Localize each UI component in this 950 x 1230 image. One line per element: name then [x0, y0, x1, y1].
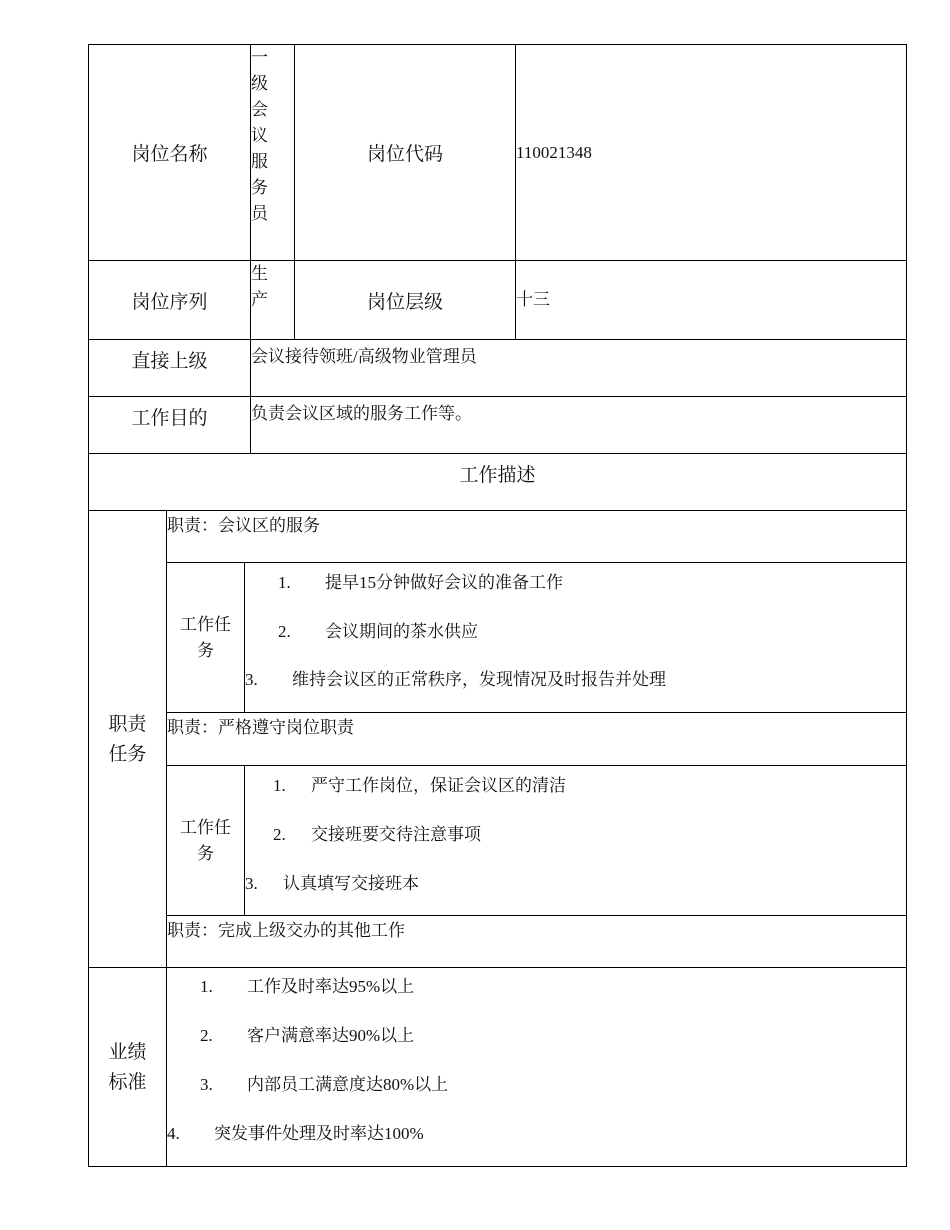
- duties-label-cell: [88, 510, 167, 968]
- list-item: 3. 认真填写交接班本: [245, 874, 419, 893]
- list-item: 1. 提早15分钟做好会议的准备工作: [278, 573, 563, 592]
- list-item: 1. 工作及时率达95%以上: [200, 977, 415, 996]
- supervisor-value: 会议接待领班/高级物业管理员: [250, 339, 907, 397]
- list-item: 2. 会议期间的茶水供应: [278, 622, 478, 641]
- purpose-label: 工作目的: [88, 396, 251, 454]
- purpose-value: 负责会议区域的服务工作等。: [250, 396, 907, 454]
- post-sequence-value: 生产: [251, 264, 268, 309]
- supervisor-label: 直接上级: [88, 339, 251, 397]
- performance-label: 业绩标准: [108, 1041, 147, 1093]
- post-code-label: 岗位代码: [294, 44, 516, 261]
- list-item: 1. 严守工作岗位，保证会议区的清洁: [273, 776, 566, 795]
- list-item: 3. 维持会议区的正常秩序，发现情况及时报告并处理: [245, 670, 666, 689]
- work-description-title: 工作描述: [88, 453, 907, 511]
- post-level-value: 十三: [515, 260, 907, 340]
- duty-3-title: 职责：完成上级交办的其他工作: [166, 915, 907, 968]
- duty-1-task-label-cell: [166, 562, 245, 713]
- duty-2-task-label-cell: [166, 765, 245, 916]
- performance-list: [166, 967, 907, 1167]
- post-name-value: 一级会议服务员: [251, 48, 268, 223]
- duty-1-task-list: [244, 562, 907, 713]
- duty-2-task-list: [244, 765, 907, 916]
- post-name-label: 岗位名称: [88, 44, 251, 261]
- list-item: 2. 交接班要交待注意事项: [273, 825, 481, 844]
- job-description-form: [88, 44, 907, 1167]
- performance-label-cell: [88, 967, 167, 1167]
- post-code-value: 110021348: [515, 44, 907, 261]
- post-name-cell: [250, 44, 295, 261]
- duty-2-title: 职责：严格遵守岗位职责: [166, 712, 907, 766]
- post-level-label: 岗位层级: [294, 260, 516, 340]
- duty-2-task-label: 工作任务: [179, 817, 231, 864]
- duties-label: 职责任务: [108, 713, 147, 765]
- list-item: 2. 客户满意率达90%以上: [200, 1026, 415, 1045]
- list-item: 4. 突发事件处理及时率达100%: [167, 1124, 424, 1143]
- post-sequence-cell: [250, 260, 295, 340]
- duty-1-task-label: 工作任务: [179, 614, 231, 661]
- list-item: 3. 内部员工满意度达80%以上: [200, 1075, 449, 1094]
- duty-1-title: 职责：会议区的服务: [166, 510, 907, 563]
- post-sequence-label: 岗位序列: [88, 260, 251, 340]
